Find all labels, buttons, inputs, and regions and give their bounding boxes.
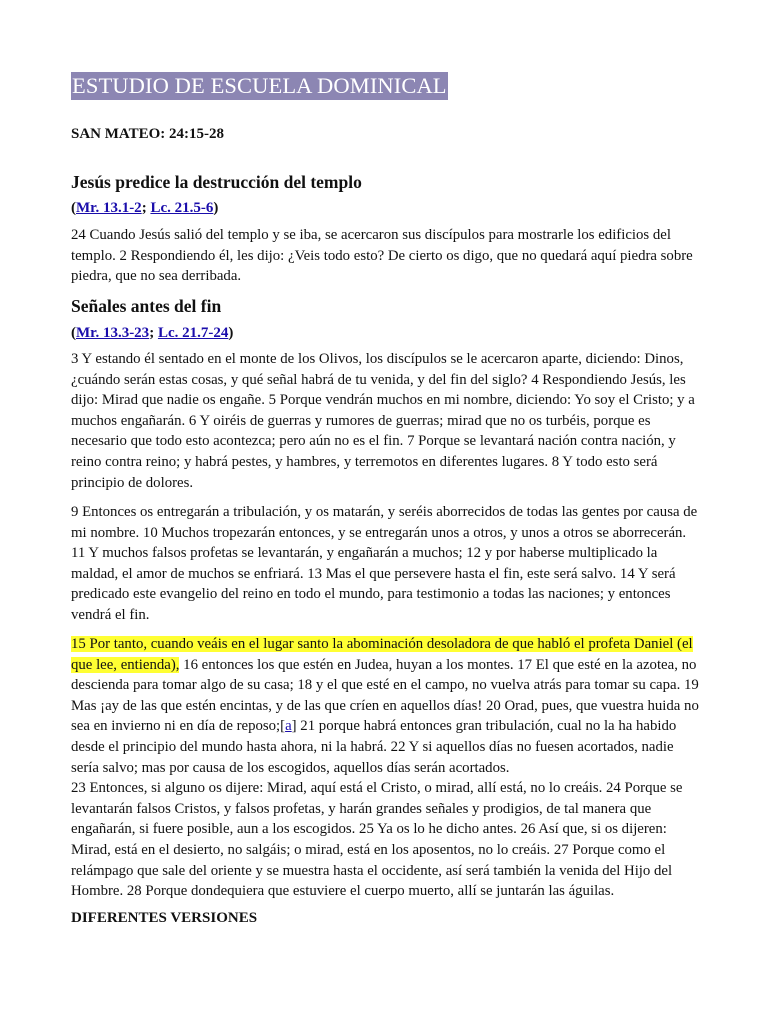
cross-ref-link-mr-13-1[interactable]: Mr. 13.1-2	[76, 200, 142, 216]
highlighted-verse-15: 15 Por tanto, cuando veáis en el lugar santo la abominación desoladora de que habló el profeta Daniel (el que lee, entienda),	[71, 636, 693, 673]
footnote-link-a[interactable]: a	[285, 718, 292, 735]
cross-ref-link-lc-21-5[interactable]: Lc. 21.5-6	[150, 200, 214, 216]
section-heading-senales: Señales antes del fin	[71, 296, 222, 316]
scripture-reference: SAN MATEO: 24:15-28	[71, 126, 225, 142]
cross-ref-link-lc-21-7[interactable]: Lc. 21.7-24	[157, 325, 229, 341]
title-block	[71, 72, 448, 100]
paragraph-verses-9-14: 9 Entonces os entregarán a tribulación, y os matarán, y seréis aborrecidos de todas las gentes por causa de mi nombre. 10 Muchos tropezarán entonces, y se entregarán unos a otros, y unos a otros se aborrecerán. 11 Y muchos falsos profetas se levantarán, y engañarán a muchos; 12 y por haberse multiplicado la maldad, el amor de muchos se enfriará. 13 Mas el que persevere hasta el fin, este será salvo. 14 Y será predicado este evangelio del reino en todo el mundo, para testimonio a todas las naciones; y entonces vendrá el fin.	[71, 504, 698, 623]
cross-references-1: (Mr. 13.1-2; Lc. 21.5-6)	[71, 200, 219, 216]
cross-references-2: (Mr. 13.3-23; Lc. 21.7-24)	[71, 325, 234, 341]
paragraph-verses-15-28: 15 Por tanto, cuando veáis en el lugar santo la abominación desoladora de que habló el profeta Daniel (el que lee, entienda), 16 entonces los que estén en Judea, huyan a los montes. 17 El que esté en la azotea, no descienda para tomar algo de su casa; 18 y el que esté en el campo, no vuelva atrás para tomar su capa. 19 Mas ¡ay de las que estén encintas, y de las que críen en aquellos días! 20 Orad, pues, que vuestra huida no sea en invierno ni en día de reposo;[a] 21 porque habrá entonces gran tribulación, cual no la ha habido desde el principio del mundo hasta ahora, ni la habrá. 22 Y si aquellos días no fuesen acortados, nadie sería salvo; mas por causa de los escogidos, aquellos días serán acortados. 23 Entonces, si alguno os dijere: Mirad, aquí está el Cristo, o mirad, allí está, no lo creáis. 24 Porque se levantarán falsos Cristos, y falsos profetas, y harán grandes señales y prodigios, de tal manera que engañarán, si fuere posible, aun a los escogidos. 25 Ya os lo he dicho antes. 26 Así que, si os dijeren: Mirad, está en el desierto, no salgáis; o mirad, está en los aposentos, no lo creáis. 27 Porque como el relámpago que sale del oriente y se muestra hasta el occidente, así será también la venida del Hijo del Hombre. 28 Porque dondequiera que estuviere el cuerpo muerto, allí se juntarán las águilas.	[71, 636, 699, 900]
versions-heading: DIFERENTES VERSIONES	[71, 910, 258, 926]
paragraph-verses-3-8: 3 Y estando él sentado en el monte de los Olivos, los discípulos se le acercaron aparte, diciendo: Dinos, ¿cuándo serán estas cosas, y qué señal habrá de tu venida, y del fin del siglo? 4 Respondiendo Jesús, les dijo: Mirad que nadie os engañe. 5 Porque vendrán muchos en mi nombre, diciendo: Yo soy el Cristo; y a muchos engañarán. 6 Y oiréis de guerras y rumores de guerras; mirad que no os turbéis, porque es necesario que todo esto acontezca; pero aún no es el fin. 7 Porque se levantará nación contra nación, y reino contra reino; y habrá pestes, y hambres, y terremotos en diferentes lugares. 8 Y todo esto será principio de dolores.	[71, 351, 695, 491]
cross-ref-link-mr-13-3[interactable]: Mr. 13.3-23	[76, 325, 150, 341]
document-title: ESTUDIO DE ESCUELA DOMINICAL	[72, 73, 447, 98]
section-heading-destruccion: Jesús predice la destrucción del templo	[71, 172, 362, 192]
paragraph-verses-1-2: 24 Cuando Jesús salió del templo y se iba, se acercaron sus discípulos para mostrarle los edificios del templo. 2 Respondiendo él, les dijo: ¿Veis todo esto? De cierto os digo, que no quedará aquí piedra sobre piedra, que no sea derribada.	[71, 227, 693, 285]
